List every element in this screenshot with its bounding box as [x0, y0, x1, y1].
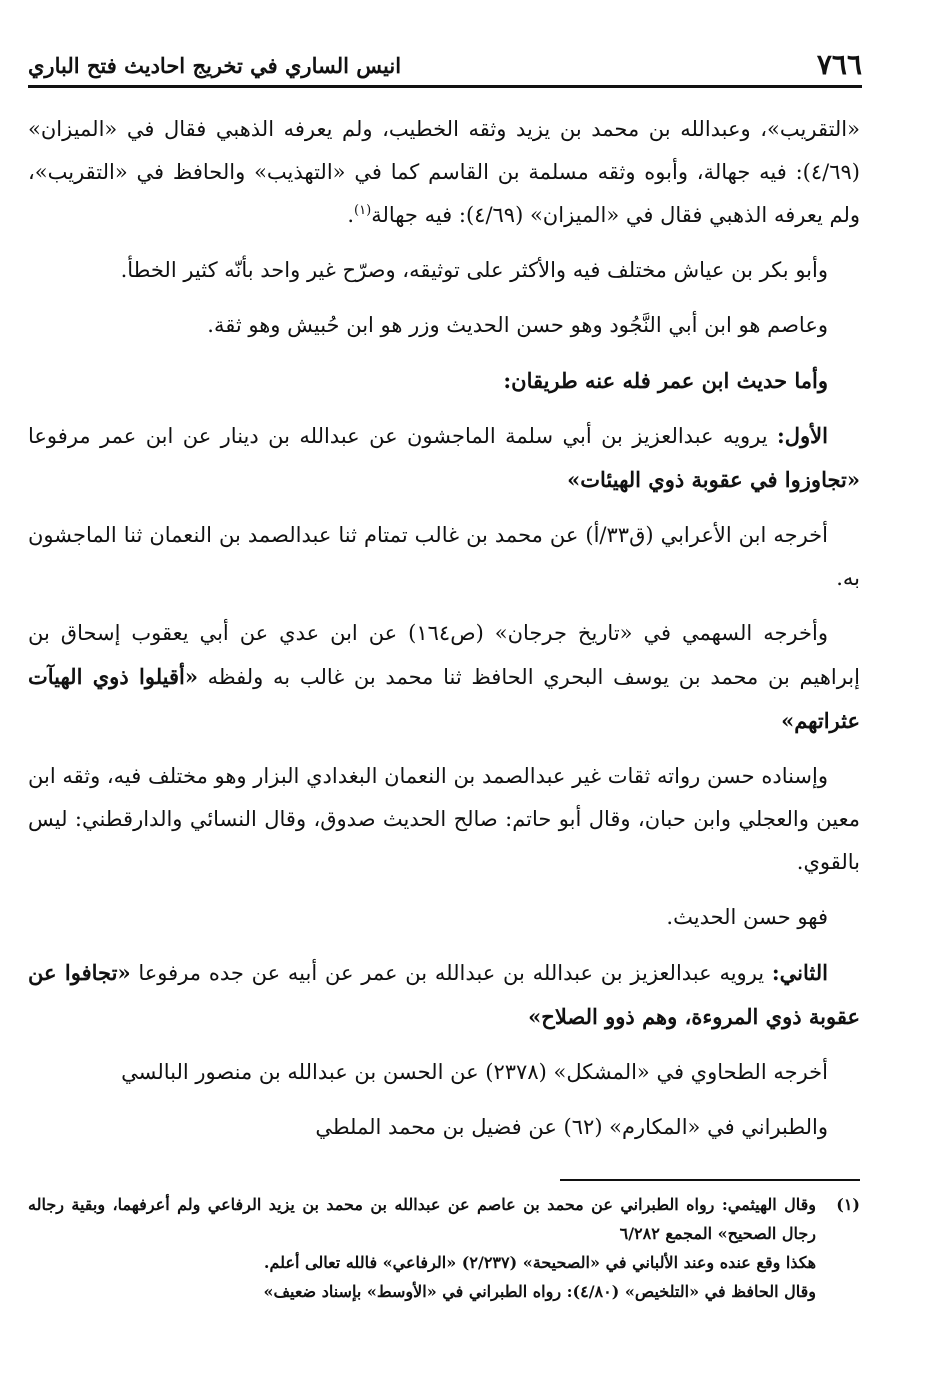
- footnotes: [28, 1190, 860, 1306]
- footnote-text: هكذا وقع عنده وعند الألباني في «الصحيحة» (٢/٢٣٧) «الرفاعي» فالله تعالى أعلم.: [263, 1253, 816, 1272]
- footnote-text: وقال الحافظ في «التلخيص» (٤/٨٠): رواه الطبراني في «الأوسط» بإسناد ضعيف»: [263, 1282, 816, 1301]
- footnote: [28, 1190, 860, 1248]
- paragraph: أخرجه ابن الأعرابي (ق٣٣/أ) عن محمد بن غالب تمتام ثنا عبدالصمد بن النعمان ثنا الماجشون به.: [28, 523, 860, 590]
- paragraph: [28, 108, 860, 237]
- section-heading: وأما حديث ابن عمر فله عنه طريقان:: [503, 368, 828, 393]
- paragraph: [28, 612, 860, 743]
- page-number: ٧٦٦: [816, 48, 862, 81]
- paragraph: وأبو بكر بن عياش مختلف فيه والأكثر على توثيقه، وصرّح غير واحد بأنّه كثير الخطأ.: [120, 258, 828, 282]
- hadith-quote: «أقيلوا ذوي الهيآت عثراتهم»: [28, 664, 860, 733]
- footnote-reference: (١): [354, 203, 372, 218]
- footnote-divider: [560, 1179, 860, 1181]
- running-title: انيس الساري في تخريج احاديث فتح الباري: [28, 53, 402, 78]
- paragraph: والطبراني في «المكارم» (٦٢) عن فضيل بن محمد الملطي: [315, 1115, 828, 1139]
- paragraph: وإسناده حسن رواته ثقات غير عبدالصمد بن النعمان البغدادي البزار وهو مختلف فيه، وثقه ابن معين والعجلي وابن حبان، وقال أبو حاتم: صالح الحديث صدوق، وقال النسائي والدارقطني: ليس بالقوي.: [28, 764, 860, 874]
- page-header: [28, 48, 862, 88]
- paragraph-text: «التقريب»، وعبدالله بن محمد بن يزيد وثقه الخطيب، ولم يعرفه الذهبي فقال في «الميزان» (٤/٦٩): فيه جهالة، وأبوه وثقه مسلمة بن القاسم كما في «التهذيب» والحافظ في «التقريب»، ولم يعرفه الذهبي فقال في «الميزان» (٤/٦٩): فيه جهالة: [28, 117, 860, 227]
- paragraph-text: وأخرجه السهمي في «تاريخ جرجان» (ص١٦٤) عن ابن عدي عن أبي يعقوب إسحاق بن إبراهيم بن محمد بن يوسف البحري الحافظ ثنا محمد بن غالب به ولفظه: [28, 621, 860, 689]
- footnote-text: وقال الهيثمي: رواه الطبراني عن محمد بن عاصم عن عبدالله بن محمد بن يزيد الرفاعي ولم أعرفهما، وبقية رجاله رجال الصحيح» المجمع ٦/٢٨٢: [28, 1195, 816, 1243]
- hadith-quote: «تجاوزوا في عقوبة ذوي الهيئات»: [567, 467, 860, 492]
- sentence-end: .: [347, 203, 355, 227]
- paragraph-lead: الثاني:: [771, 960, 828, 985]
- footnote-number: (١): [836, 1195, 860, 1214]
- paragraph: [28, 414, 860, 502]
- main-text: [28, 108, 860, 1161]
- paragraph-text: يرويه عبدالعزيز بن عبدالله بن عبدالله بن عمر عن أبيه عن جده مرفوعا: [130, 961, 772, 985]
- paragraph-lead: الأول:: [777, 423, 828, 448]
- paragraph-text: يرويه عبدالعزيز بن أبي سلمة الماجشون عن عبدالله بن دينار عن ابن عمر مرفوعا: [28, 424, 778, 448]
- paragraph: [28, 951, 860, 1039]
- paragraph: فهو حسن الحديث.: [666, 905, 828, 929]
- paragraph: وعاصم هو ابن أبي النَّجُود وهو حسن الحديث وزر هو ابن حُبيش وهو ثقة.: [207, 313, 828, 337]
- paragraph: أخرجه الطحاوي في «المشكل» (٢٣٧٨) عن الحسن بن عبدالله بن منصور البالسي: [121, 1060, 828, 1084]
- hadith-quote: «تجافوا عن عقوبة ذوي المروءة، وهم ذوو الصلاح»: [28, 960, 860, 1029]
